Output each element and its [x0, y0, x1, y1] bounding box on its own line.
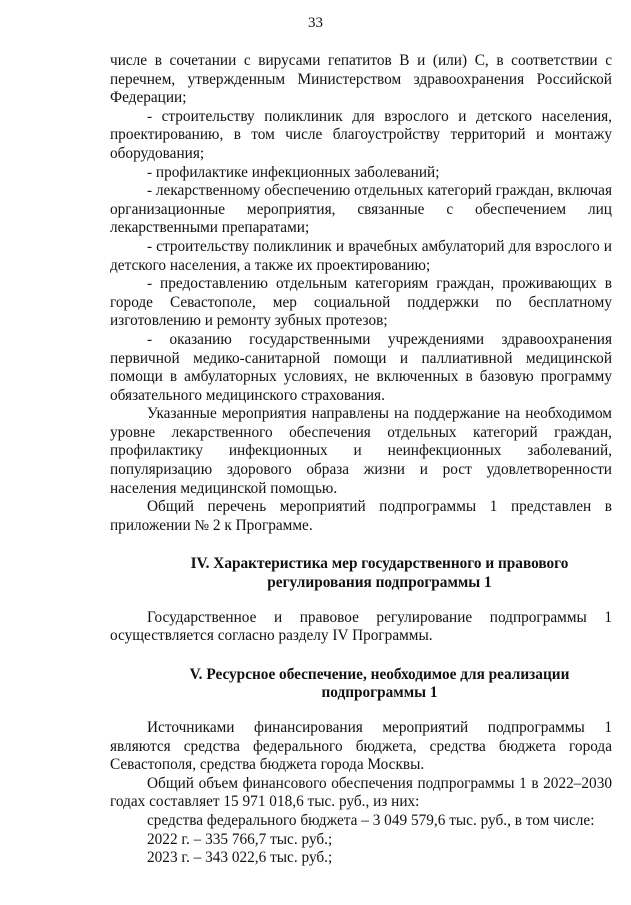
section-heading-v: [110, 666, 612, 703]
list-item: - строительству поликлиник и врачебных амбулаторий для взрослого и детского населения, а также их проектированию;: [110, 237, 612, 274]
paragraph: Общий объем финансового обеспечения подпрограммы 1 в 2022–2030 годах составляет 15 971 018,6 тыс. руб., из них:: [110, 774, 612, 811]
list-item: - лекарственному обеспечению отдельных категорий граждан, включая организационные мероприятия, связанные с обеспечением лиц лекарственными препаратами;: [110, 182, 612, 237]
paragraph: Указанные мероприятия направлены на поддержание на необходимом уровне лекарственного обеспечения отдельных категорий граждан, профилактику инфекционных и неинфекционных заболеваний, популяризацию здорового образа жизни и рост удовлетворенности населения медицинской помощью.: [110, 405, 612, 497]
list-item: - профилактике инфекционных заболеваний;: [147, 163, 440, 181]
list-item: - предоставлению отдельным категориям граждан, проживающих в городе Севастополе, мер социальной поддержки по бесплатному изготовлению и ремонту зубных протезов;: [110, 275, 612, 330]
page-body: [110, 52, 612, 868]
funding-line: 2023 г. – 343 022,6 тыс. руб.;: [147, 849, 333, 867]
heading-line: регулирования подпрограммы 1: [267, 574, 492, 592]
list-item: - строительству поликлиник для взрослого и детского населения, проектированию, в том числе благоустройству территорий и монтажу оборудования;: [110, 107, 612, 162]
paragraph: Источниками финансирования мероприятий подпрограммы 1 являются средства федерального бюджета, средства бюджета города Севастополя, средства бюджета города Москвы.: [110, 719, 612, 774]
funding-line: 2022 г. – 335 766,7 тыс. руб.;: [147, 830, 333, 848]
list-item: - оказанию государственными учреждениями здравоохранения первичной медико-санитарной помощи и паллиативной медицинской помощи в амбулаторных условиях, не включенных в базовую программу обязательного медицинского страхования.: [110, 330, 612, 404]
heading-line: подпрограммы 1: [321, 684, 438, 702]
paragraph: Общий перечень мероприятий подпрограммы 1 представлен в приложении № 2 к Программе.: [110, 498, 612, 534]
funding-line: средства федерального бюджета – 3 049 579,6 тыс. руб., в том числе:: [147, 811, 595, 829]
page-number: 33: [308, 15, 323, 31]
heading-line: V. Ресурсное обеспечение, необходимое для реализации: [189, 665, 570, 683]
paragraph: Государственное и правовое регулирование подпрограммы 1 осуществляется согласно разделу IV Программы.: [110, 608, 612, 645]
section-heading-iv: [110, 555, 612, 592]
paragraph-continuation: числе в сочетании с вирусами гепатитов В и (или) С, в соответствии с перечнем, утвержденным Министерством здравоохранения Российской Федерации;: [110, 52, 612, 107]
heading-line: IV. Характеристика мер государственного и правового: [190, 555, 569, 573]
